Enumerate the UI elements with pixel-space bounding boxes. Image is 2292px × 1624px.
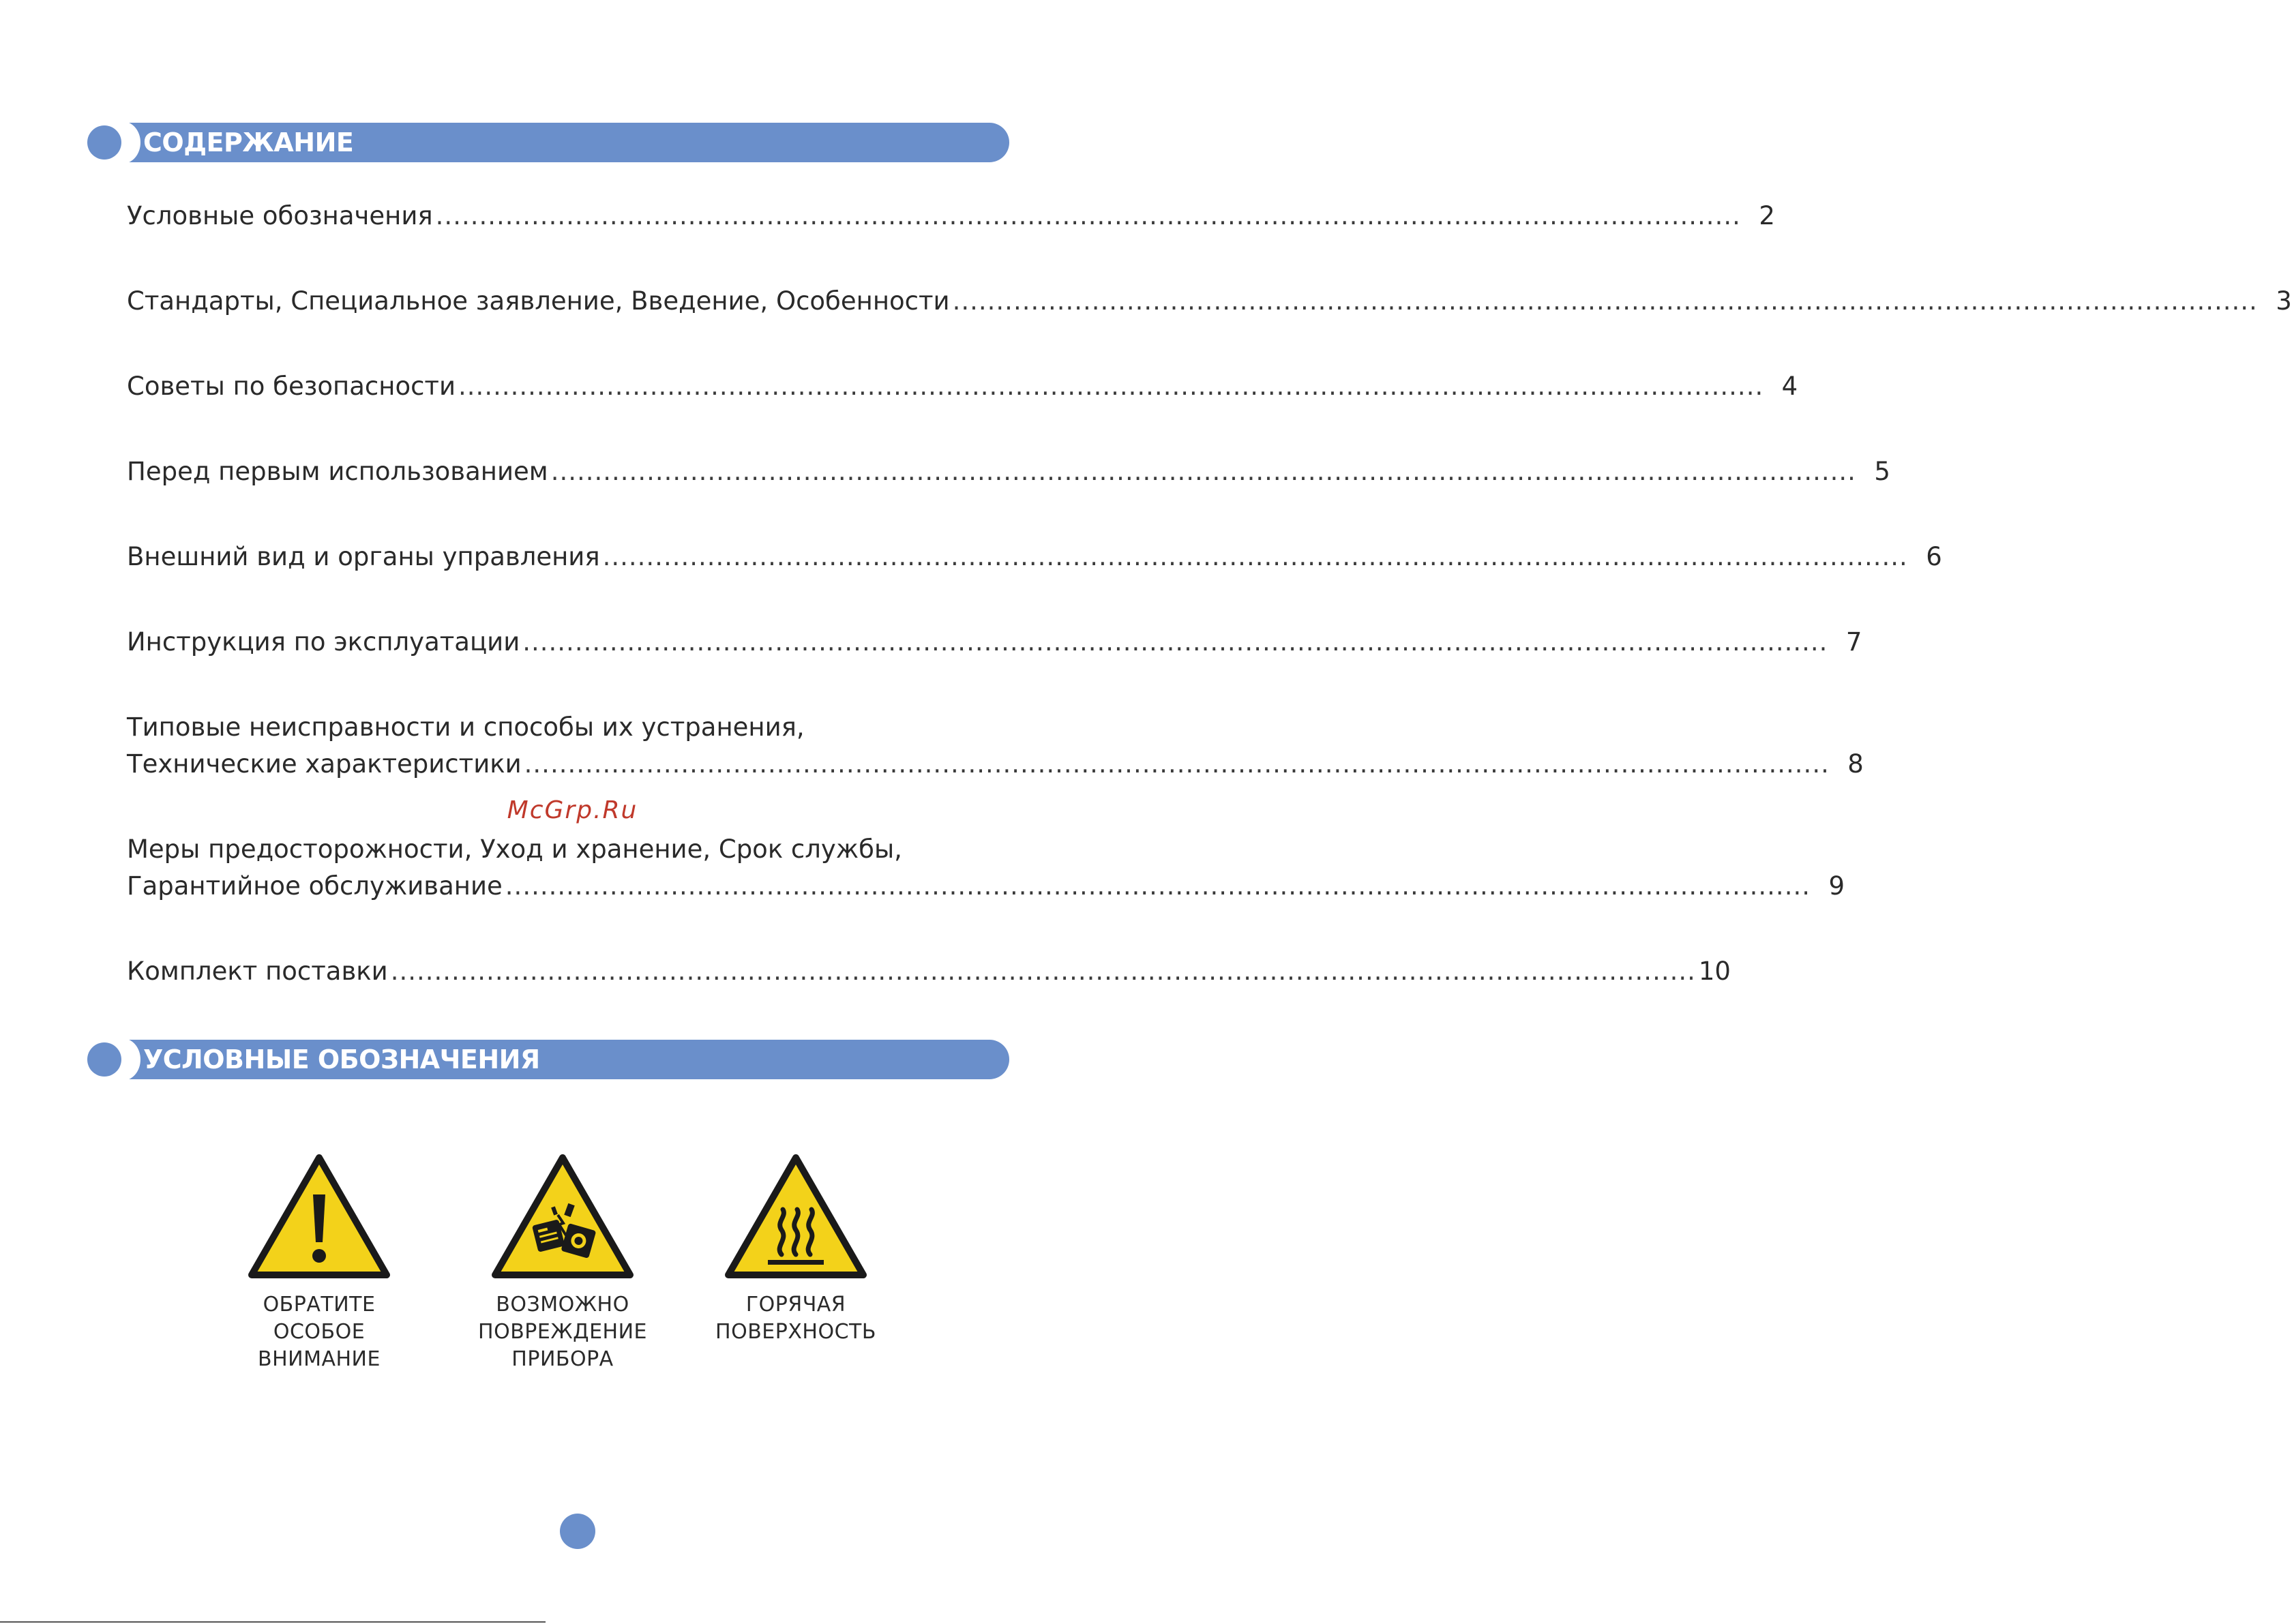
toc-line: [127, 746, 1864, 783]
caption-line: ПОВРЕЖДЕНИЕ: [478, 1320, 647, 1344]
toc-leader-dots: ......................................................................................................................................................: [458, 372, 1764, 401]
hot-surface-warning-icon: [723, 1152, 869, 1282]
toc-line: [127, 868, 1845, 905]
bottom-rule: [0, 1621, 546, 1623]
toc-line: [127, 453, 1890, 490]
toc-leader-dots: ......................................................................................................................................................: [602, 542, 1908, 571]
page-indicator-dot: [560, 1514, 595, 1549]
toc-item-label: Технические характеристики: [127, 749, 522, 779]
sign-caption: [704, 1291, 888, 1346]
warning-signs: [0, 1152, 1145, 1384]
toc-item-safety[interactable]: [127, 368, 1798, 405]
toc-item-label: Стандарты, Специальное заявление, Введение, Особенности: [127, 286, 950, 316]
caption-line: ПОВЕРХНОСТЬ: [715, 1320, 876, 1344]
contents-header: [87, 123, 1009, 162]
sign-attention: [227, 1152, 411, 1373]
toc-item-label: Комплект поставки: [127, 957, 388, 986]
toc-item-label-line: Типовые неисправности и способы их устранения,: [127, 712, 805, 742]
watermark-text: McGrp.Ru: [507, 796, 638, 824]
toc-item-label: Условные обозначения: [127, 201, 433, 230]
caption-line: ВОЗМОЖНО: [496, 1293, 629, 1317]
toc-leader-dots: ......................................................................................................................................................: [524, 749, 1830, 779]
exclamation-warning-icon: [246, 1152, 392, 1282]
toc-line: [127, 624, 1862, 661]
contents-title: СОДЕРЖАНИЕ: [143, 127, 354, 157]
toc-leader-dots: ......................................................................................................................................................: [505, 871, 1811, 901]
contents-header-dot: [87, 125, 121, 160]
toc-item-label: Внешний вид и органы управления: [127, 542, 600, 571]
toc-line: [127, 368, 1798, 405]
toc-leader-dots: ......................................................................................................................................................: [952, 286, 2258, 316]
toc-item-standards[interactable]: [127, 283, 2292, 320]
toc-page-number: 4: [1781, 372, 1798, 401]
caption-line: ПРИБОРА: [511, 1347, 614, 1371]
toc-page-number: 3: [2276, 286, 2292, 316]
toc-leader-dots: ......................................................................................................................................................: [435, 201, 1741, 230]
toc-item-instructions[interactable]: [127, 624, 1862, 661]
sign-caption: [227, 1291, 411, 1373]
toc-page-number: 6: [1926, 542, 1942, 571]
table-of-contents: [127, 198, 2292, 990]
toc-item-first-use[interactable]: [127, 453, 1890, 490]
toc-leader-dots: ......................................................................................................................................................: [390, 957, 1696, 986]
toc-page-number: 9: [1828, 871, 1845, 901]
symbols-title: УСЛОВНЫЕ ОБОЗНАЧЕНИЯ: [143, 1044, 540, 1074]
toc-item-appearance[interactable]: [127, 539, 1942, 575]
toc-item-label: Советы по безопасности: [127, 372, 456, 401]
symbols-header-dot: [87, 1042, 121, 1077]
toc-item-label: Гарантийное обслуживание: [127, 871, 503, 901]
device-damage-warning-icon: [490, 1152, 636, 1282]
toc-item-label: Инструкция по эксплуатации: [127, 627, 520, 657]
toc-page-number: 5: [1874, 457, 1890, 486]
toc-page-number: 10: [1698, 957, 1731, 986]
toc-item-symbols[interactable]: [127, 198, 1775, 235]
toc-item-troubleshooting[interactable]: [127, 709, 1864, 783]
symbols-header: [87, 1040, 1009, 1079]
toc-leader-dots: ......................................................................................................................................................: [522, 627, 1828, 657]
toc-line: [127, 953, 1731, 990]
sign-device-damage: [471, 1152, 655, 1373]
sign-caption: [471, 1291, 655, 1373]
caption-line: ОСОБОЕ: [273, 1320, 366, 1344]
toc-page-number: 8: [1847, 749, 1864, 779]
toc-item-precautions[interactable]: [127, 831, 1845, 905]
caption-line: ГОРЯЧАЯ: [745, 1293, 846, 1317]
toc-line: [127, 539, 1942, 575]
toc-line: [127, 283, 2292, 320]
toc-item-label: Перед первым использованием: [127, 457, 548, 486]
toc-page-number: 2: [1759, 201, 1775, 230]
toc-item-package[interactable]: [127, 953, 1731, 990]
sign-hot-surface: [704, 1152, 888, 1346]
toc-page-number: 7: [1845, 627, 1862, 657]
toc-leader-dots: ......................................................................................................................................................: [550, 457, 1856, 486]
caption-line: ОБРАТИТЕ: [263, 1293, 376, 1317]
toc-line: [127, 198, 1775, 235]
caption-line: ВНИМАНИЕ: [258, 1347, 381, 1371]
toc-item-label-line: Меры предосторожности, Уход и хранение, Срок службы,: [127, 834, 902, 864]
